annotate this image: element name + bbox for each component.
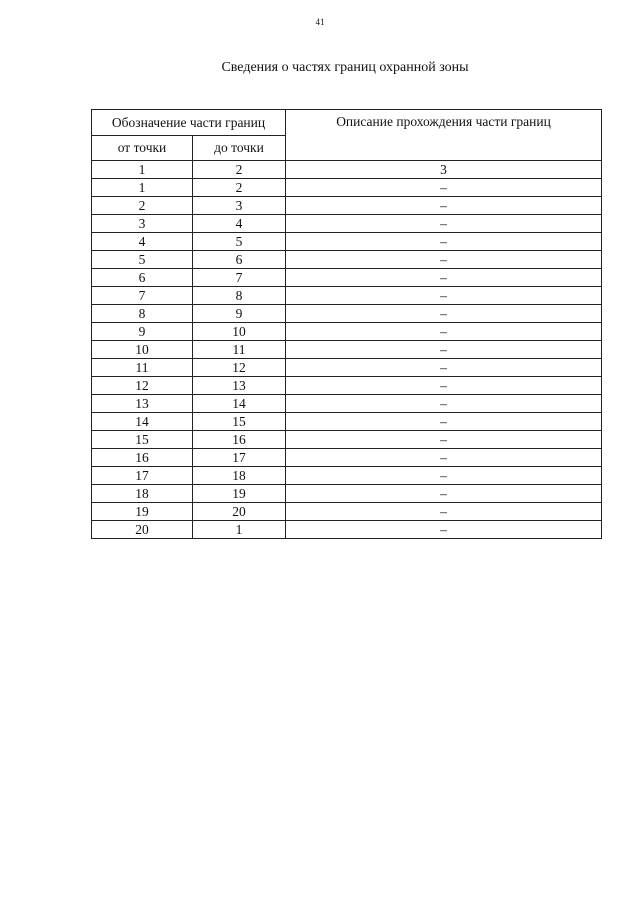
table-row [92,395,602,413]
from-point-cell: 20 [92,521,193,539]
to-point-cell: 4 [193,215,286,233]
to-point-cell: 17 [193,449,286,467]
to-point-cell: 20 [193,503,286,521]
column-number: 2 [193,161,286,179]
from-point-cell: 6 [92,269,193,287]
table-row [92,179,602,197]
description-cell: – [286,449,602,467]
to-point-cell: 8 [193,287,286,305]
from-point-cell: 16 [92,449,193,467]
from-point-cell: 14 [92,413,193,431]
description-cell: – [286,251,602,269]
table-row [92,323,602,341]
description-cell: – [286,503,602,521]
header-from-point: от точки [92,136,193,161]
description-cell: – [286,359,602,377]
to-point-cell: 1 [193,521,286,539]
from-point-cell: 7 [92,287,193,305]
description-cell: – [286,215,602,233]
from-point-cell: 15 [92,431,193,449]
description-cell: – [286,269,602,287]
table-row [92,269,602,287]
to-point-cell: 7 [193,269,286,287]
table-row [92,287,602,305]
table-row [92,215,602,233]
to-point-cell: 12 [193,359,286,377]
from-point-cell: 11 [92,359,193,377]
table-row [92,305,602,323]
from-point-cell: 13 [92,395,193,413]
description-cell: – [286,467,602,485]
boundary-segments-table [91,109,602,539]
table-row [92,449,602,467]
description-cell: – [286,197,602,215]
table-row [92,233,602,251]
to-point-cell: 5 [193,233,286,251]
to-point-cell: 10 [193,323,286,341]
description-cell: – [286,485,602,503]
column-number: 3 [286,161,602,179]
description-cell: – [286,305,602,323]
from-point-cell: 4 [92,233,193,251]
to-point-cell: 18 [193,467,286,485]
table-row [92,359,602,377]
from-point-cell: 3 [92,215,193,233]
to-point-cell: 6 [193,251,286,269]
from-point-cell: 12 [92,377,193,395]
to-point-cell: 15 [193,413,286,431]
from-point-cell: 1 [92,179,193,197]
description-cell: – [286,233,602,251]
table-row [92,503,602,521]
table-row [92,377,602,395]
column-number: 1 [92,161,193,179]
description-cell: – [286,287,602,305]
description-cell: – [286,431,602,449]
to-point-cell: 11 [193,341,286,359]
to-point-cell: 3 [193,197,286,215]
table-row [92,485,602,503]
to-point-cell: 16 [193,431,286,449]
page-number: 41 [315,17,325,27]
from-point-cell: 10 [92,341,193,359]
header-to-point: до точки [193,136,286,161]
from-point-cell: 8 [92,305,193,323]
description-cell: – [286,377,602,395]
to-point-cell: 13 [193,377,286,395]
from-point-cell: 9 [92,323,193,341]
table-row [92,251,602,269]
table-row [92,341,602,359]
description-cell: – [286,521,602,539]
description-cell: – [286,413,602,431]
to-point-cell: 14 [193,395,286,413]
to-point-cell: 19 [193,485,286,503]
from-point-cell: 2 [92,197,193,215]
table-row [92,413,602,431]
from-point-cell: 5 [92,251,193,269]
table-row [92,521,602,539]
header-description: Описание прохождения части границ [286,110,602,161]
description-cell: – [286,179,602,197]
header-boundary-part: Обозначение части границ [92,110,286,136]
table-row [92,467,602,485]
to-point-cell: 9 [193,305,286,323]
table-row [92,431,602,449]
table-body [92,161,602,539]
description-cell: – [286,395,602,413]
from-point-cell: 17 [92,467,193,485]
from-point-cell: 18 [92,485,193,503]
description-cell: – [286,323,602,341]
description-cell: – [286,341,602,359]
from-point-cell: 19 [92,503,193,521]
document-title: Сведения о частях границ охранной зоны [221,60,469,75]
column-number-row [92,161,602,179]
table-row [92,197,602,215]
to-point-cell: 2 [193,179,286,197]
